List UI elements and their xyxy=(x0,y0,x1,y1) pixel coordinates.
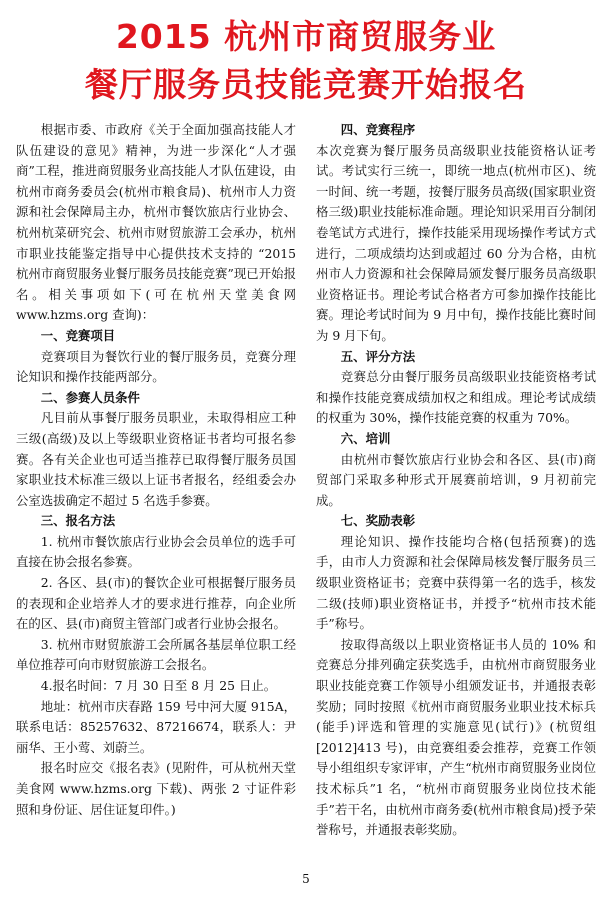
contact-address: 地址：杭州市庆春路 159 号中河大厦 915A，联系电话：85257632、87216674，联系人：尹丽华、王小莺、刘蔚兰。 xyxy=(16,698,296,755)
method-3-paragraph: 3. 杭州市财贸旅游工会所属各基层单位职工经单位推荐可向市财贸旅游工会报名。 xyxy=(16,636,296,673)
intro-paragraph: 根据市委、市政府《关于全面加强高技能人才队伍建设的意见》精神，为进一步深化“人才强商”工程，推进商贸服务业高技能人才队伍建设，由杭州市商务委员会(杭州市粮食局)、杭州市人力资源和社会保障局主办，杭州市餐饮旅店行业协会、杭州杭菜研究会、杭州市财贸旅游工会承办，杭州市职业技能鉴定指导中心提供技术支持的 “2015 杭州市商贸服务业餐厅服务员技能竞赛”现已开始报名。相关事项如下(可在杭州天堂美食网 www.hzms.org 查询)： xyxy=(16,122,296,323)
section-6-paragraph: 由杭州市餐饮旅店行业协会和各区、县(市)商贸部门采取多种形式开展赛前培训，9 月初前完成。 xyxy=(316,451,596,508)
right-column xyxy=(316,120,596,841)
page-number: 5 xyxy=(302,872,310,886)
section-heading-4: 四、竞赛程序 xyxy=(340,122,416,137)
section-5-paragraph: 竞赛总分由餐厅服务员高级职业技能资格考试和操作技能竞赛成绩加权之和组成。理论考试成绩的权重为 30%，操作技能竞赛的权重为 70%。 xyxy=(316,369,596,426)
registration-time: 4.报名时间：7 月 30 日至 8 月 25 日止。 xyxy=(40,678,277,694)
section-7-paragraph-1: 理论知识、操作技能均合格(包括预赛)的选手，由市人力资源和社会保障局核发餐厅服务员三级职业资格证书；竞赛中获得第一名的选手，核发二级(技师)职业资格证书，并授予“杭州市技术能手”称号。 xyxy=(316,533,596,632)
section-1-paragraph: 竞赛项目为餐饮行业的餐厅服务员，竞赛分理论知识和操作技能两部分。 xyxy=(16,348,296,385)
section-heading-1: 一、竞赛项目 xyxy=(40,327,116,343)
section-heading-3: 三、报名方法 xyxy=(40,513,116,529)
section-4-paragraph: 本次竞赛为餐厅服务员高级职业技能资格认证考试。考试实行三统一，即统一地点(杭州市区)、统一时间、统一考题，按餐厅服务员高级(国家职业资格三级)职业技能标准命题。理论知识采用百分制闭卷笔试方式进行，操作技能采用现场操作考试方式进行，二项成绩均达到或超过 60 分为合格，由杭州市人力资源和社会保障局颁发餐厅服务员高级职业资格证书。理论考试合格者方可参加操作技能比赛。理论考试时间为 9 月中旬，操作技能比赛时间为 9 月下旬。 xyxy=(316,142,596,343)
registration-form-note: 报名时应交《报名表》(见附件，可从杭州天堂美食网 www.hzms.org 下载)、两张 2 寸证件彩照和身份证、居住证复印件。) xyxy=(16,760,296,817)
method-2-paragraph: 2. 各区、县(市)的餐饮企业可根据餐厅服务员的表现和企业培养人才的要求进行推荐，向企业所在的区、县(市)商贸主管部门或者行业协会报名。 xyxy=(16,575,296,632)
section-heading-7: 七、奖励表彰 xyxy=(340,513,416,529)
section-7-paragraph-2: 按取得高级以上职业资格证书人员的 10% 和竞赛总分排列确定获奖选手，由杭州市商贸服务业职业技能竞赛工作领导小组颁发证书，并通报表彰奖励；同时按照《杭州市商贸服务业职业技术标兵(能手)评选和管理的实施意见(试行)》(杭贸组[2012]413 号)，由竞赛组委会推荐，竞赛工作领导小组组织专家评审，产生“杭州市商贸服务业岗位技术标兵”1 名，“杭州市商贸服务业岗位技术能手”若干名，由杭州市商务委(杭州市粮食局)授予荣誉称号，并通报表彰奖励。 xyxy=(316,636,596,838)
left-column xyxy=(16,120,296,820)
section-heading-5: 五、评分方法 xyxy=(340,348,416,364)
method-1-paragraph: 1. 杭州市餐饮旅店行业协会会员单位的选手可直接在协会报名参赛。 xyxy=(16,533,296,570)
section-2-paragraph: 凡目前从事餐厅服务员职业，未取得相应工种三级(高级)及以上等级职业资格证书者均可报名参赛。各有关企业也可适当推荐已取得餐厅服务员国家职业技术标准三级以上证书者报名，经组委会办公室选拔确定不超过 5 名选手参赛。 xyxy=(16,410,296,508)
article-title-line-2: 餐厅服务员技能竞赛开始报名 xyxy=(85,65,527,104)
article-title-line-1: 2015 杭州市商贸服务业 xyxy=(115,17,497,56)
section-heading-6: 六、培训 xyxy=(340,430,391,446)
section-heading-2: 二、参赛人员条件 xyxy=(40,389,140,405)
